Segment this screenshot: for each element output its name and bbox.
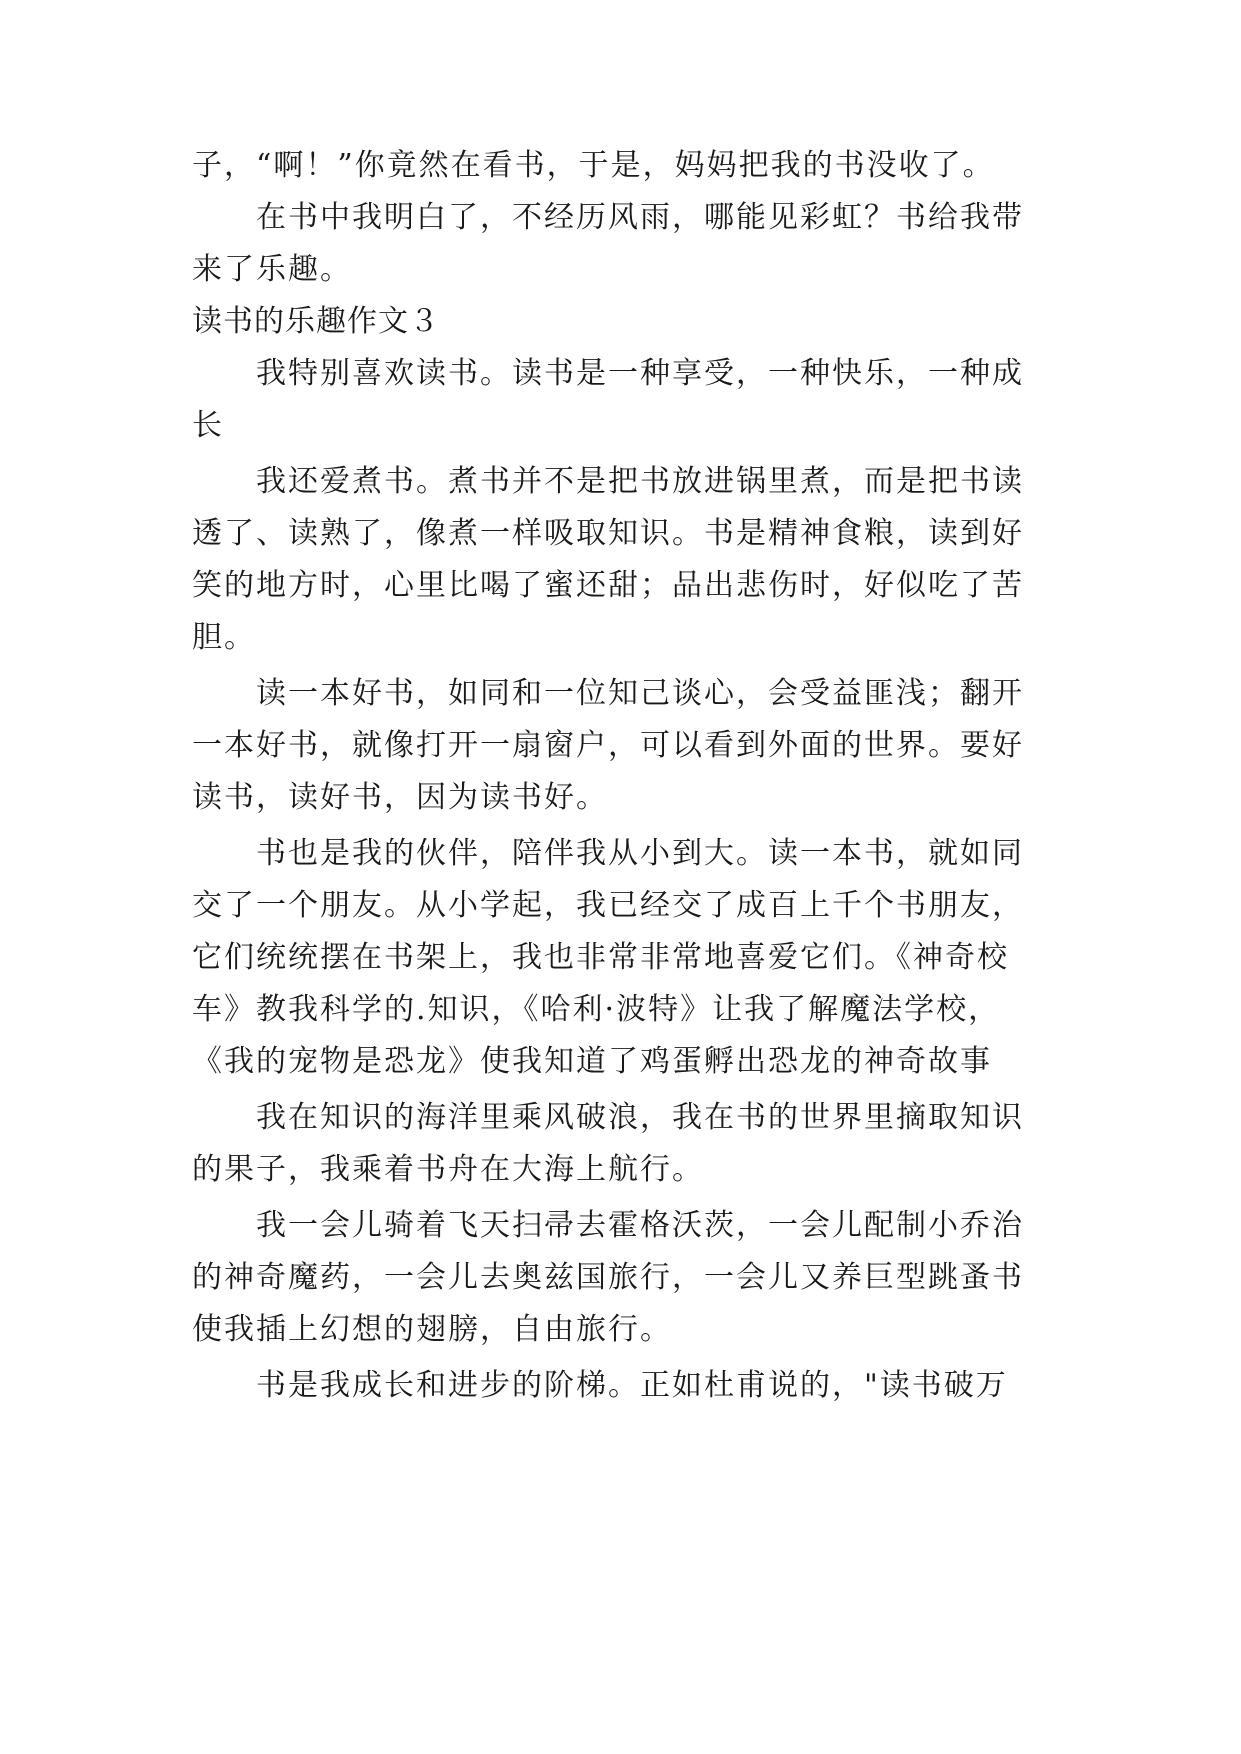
section-heading: 读书的乐趣作文３ xyxy=(192,304,440,339)
text-line: 的果子，我乘着书舟在大海上航行。 xyxy=(192,1152,704,1187)
paragraph-line: 我还爱煮书。煮书并不是把书放进锅里煮，而是把书读 xyxy=(256,464,1024,499)
paragraph-line: 我特别喜欢读书。读书是一种享受，一种快乐，一种成 xyxy=(256,356,1024,391)
paragraph-line: 我一会儿骑着飞天扫帚去霍格沃茨，一会儿配制小乔治 xyxy=(256,1208,1024,1243)
paragraph-line: 书是我成长和进步的阶梯。正如杜甫说的，"读书破万 xyxy=(256,1368,1008,1403)
paragraph-line: 我在知识的海洋里乘风破浪，我在书的世界里摘取知识 xyxy=(256,1100,1024,1135)
text-line: 的神奇魔药，一会儿去奥兹国旅行，一会儿又养巨型跳蚤书 xyxy=(192,1260,1024,1295)
text-line: 一本好书，就像打开一扇窗户，可以看到外面的世界。要好 xyxy=(192,728,1024,763)
text-line: 读书，读好书，因为读书好。 xyxy=(192,780,608,815)
text-line: 胆。 xyxy=(192,620,256,655)
text-line: 透了、读熟了，像煮一样吸取知识。书是精神食粮，读到好 xyxy=(192,516,1024,551)
text-line: 《我的宠物是恐龙》使我知道了鸡蛋孵出恐龙的神奇故事 xyxy=(192,1044,992,1079)
paragraph-line: 读一本好书，如同和一位知己谈心，会受益匪浅；翻开 xyxy=(256,676,1024,711)
text-line: 交了一个朋友。从小学起，我已经交了成百上千个书朋友， xyxy=(192,888,1024,923)
paragraph-line: 在书中我明白了，不经历风雨，哪能见彩虹？书给我带 xyxy=(256,200,1024,235)
text-line: 车》教我科学的.知识，《哈利·波特》让我了解魔法学校， xyxy=(192,992,1001,1027)
text-line: 长 xyxy=(192,408,224,443)
text-line: 子，“啊！”你竟然在看书，于是，妈妈把我的书没收了。 xyxy=(192,148,995,183)
text-line: 笑的地方时，心里比喝了蜜还甜；品出悲伤时，好似吃了苦 xyxy=(192,568,1024,603)
paragraph-line: 书也是我的伙伴，陪伴我从小到大。读一本书，就如同 xyxy=(256,836,1024,871)
text-line: 使我插上幻想的翅膀，自由旅行。 xyxy=(192,1312,672,1347)
text-line: 它们统统摆在书架上，我也非常非常地喜爱它们。《神奇校 xyxy=(192,940,1009,975)
text-line: 来了乐趣。 xyxy=(192,252,352,287)
